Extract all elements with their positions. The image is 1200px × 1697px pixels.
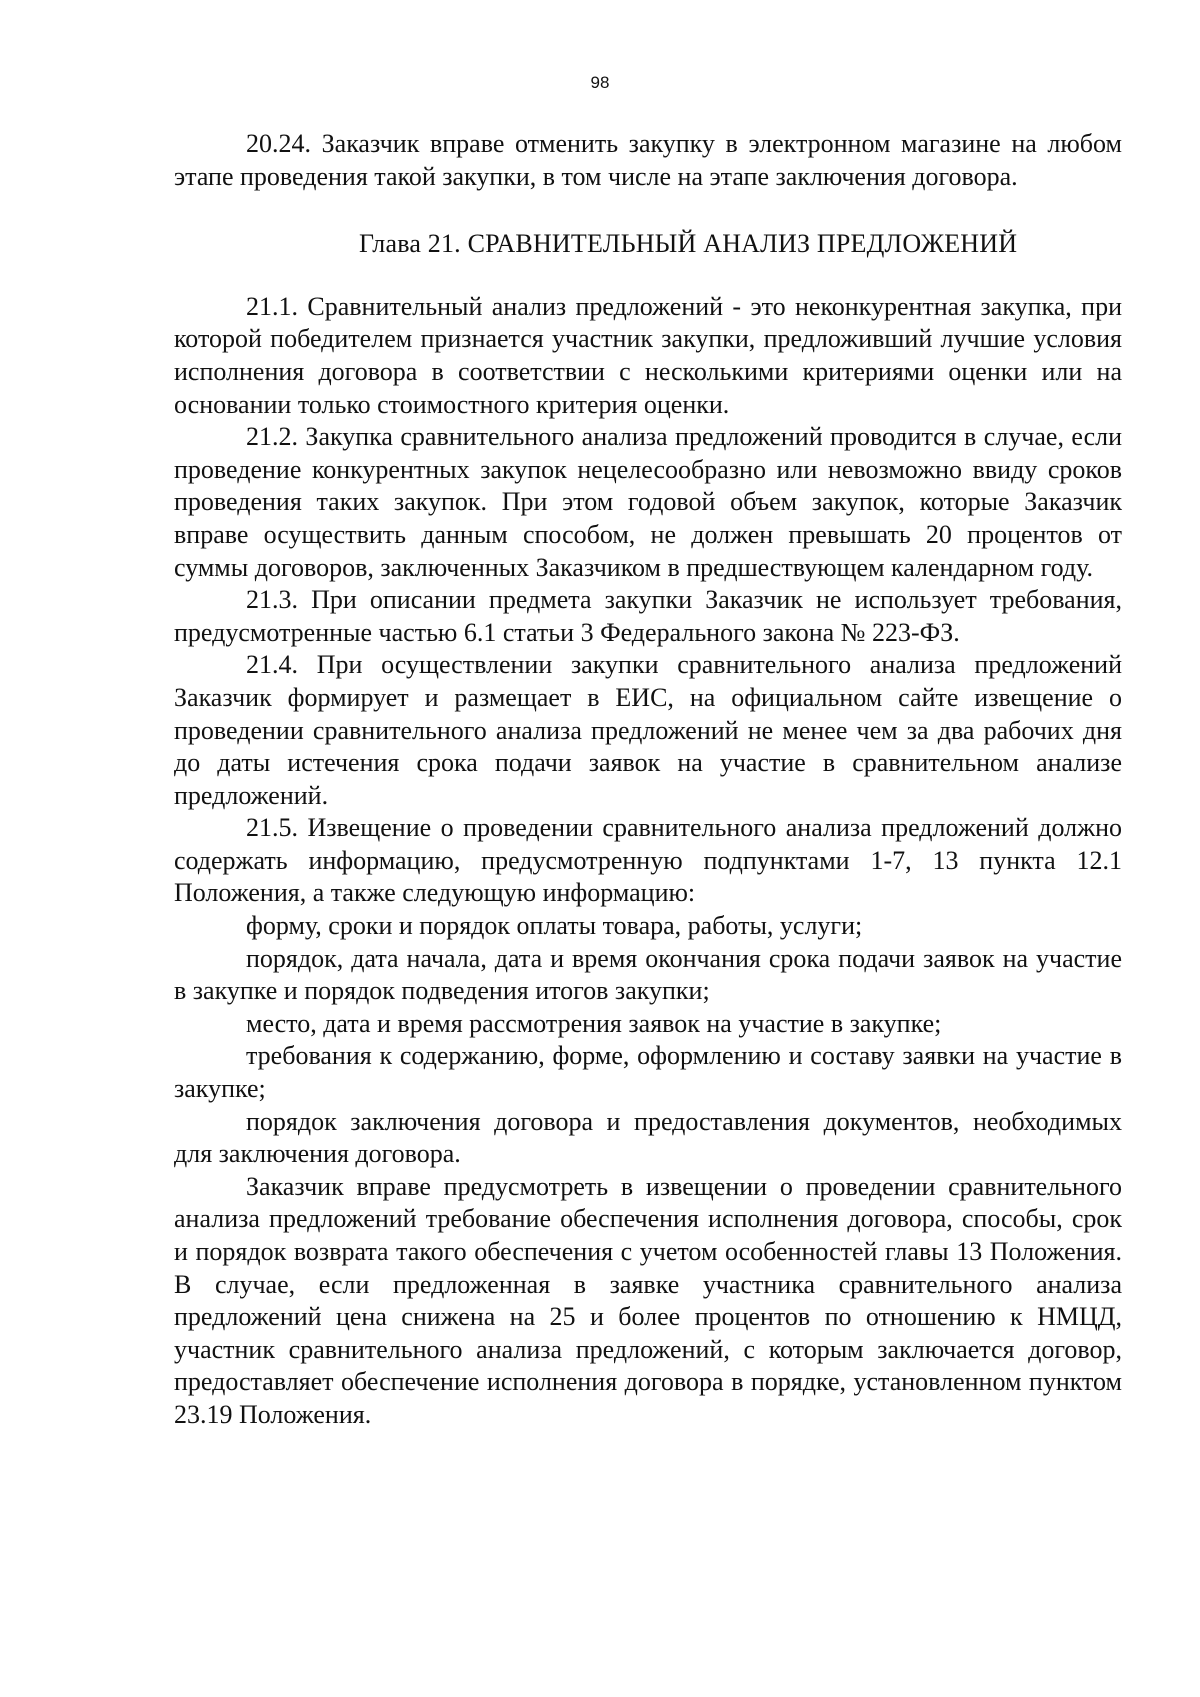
paragraph-security-requirement: Заказчик вправе предусмотреть в извещении о проведении сравнительного анализа предложений требование обеспечения исполнения договора, способы, срок и порядок возврата такого обеспечения с учетом особенностей главы 13 Положения. В случае, если предложенная в заявке участника сравнительного анализа предложений цена снижена на 25 и более процентов по отношению к НМЦД, участник сравнительного анализа предложений, с которым заключается договор, предоставляет обеспечение исполнения договора в порядке, установленном пунктом 23.19 Положения. xyxy=(174,1171,1122,1429)
paragraph-21-2: 21.2. Закупка сравнительного анализа предложений проводится в случае, если проведение конкурентных закупок нецелесообразно или невозможно ввиду сроков проведения таких закупок. При этом годовой объем закупок, которые Заказчик вправе осуществить данным способом, не должен превышать 20 процентов от суммы договоров, заключенных Заказчиком в предшествующем календарном году. xyxy=(174,422,1122,582)
paragraph-21-3: 21.3. При описании предмета закупки Заказчик не использует требования, предусмотренные частью 6.1 статьи 3 Федерального закона № 223-ФЗ. xyxy=(174,585,1122,647)
document-body xyxy=(174,128,1122,1432)
list-item-payment: форму, сроки и порядок оплаты товара, работы, услуги; xyxy=(246,911,863,941)
chapter-heading: Глава 21. СРАВНИТЕЛЬНЫЙ АНАЛИЗ ПРЕДЛОЖЕНИЙ xyxy=(359,229,1018,259)
paragraph-21-1: 21.1. Сравнительный анализ предложений - это неконкурентная закупка, при которой победителем признается участник закупки, предложивший лучшие условия исполнения договора в соответствии с несколькими критериями оценки или на основании только стоимостного критерия оценки. xyxy=(174,291,1122,419)
list-item-contract-procedure: порядок заключения договора и предоставления документов, необходимых для заключения договора. xyxy=(174,1106,1122,1169)
paragraph-21-5: 21.5. Извещение о проведении сравнительного анализа предложений должно содержать информацию, предусмотренную подпунктами 1-7, 13 пункта 12.1 Положения, а также следующую информацию: xyxy=(174,813,1122,908)
list-item-application-requirements: требования к содержанию, форме, оформлению и составу заявки на участие в закупке; xyxy=(174,1041,1122,1104)
paragraph-20-24: 20.24. Заказчик вправе отменить закупку в электронном магазине на любом этапе проведения такой закупки, в том числе на этапе заключения договора. xyxy=(174,129,1122,191)
list-item-review-place: место, дата и время рассмотрения заявок на участие в закупке; xyxy=(246,1008,942,1038)
list-item-application-deadlines: порядок, дата начала, дата и время окончания срока подачи заявок на участие в закупке и порядок подведения итогов закупки; xyxy=(174,943,1122,1006)
page-number: 98 xyxy=(590,73,610,92)
paragraph-21-4: 21.4. При осуществлении закупки сравнительного анализа предложений Заказчик формирует и размещает в ЕИС, на официальном сайте извещение о проведении сравнительного анализа предложений не менее чем за два рабочих дня до даты истечения срока подачи заявок на участие в сравнительном анализе предложений. xyxy=(174,650,1122,810)
